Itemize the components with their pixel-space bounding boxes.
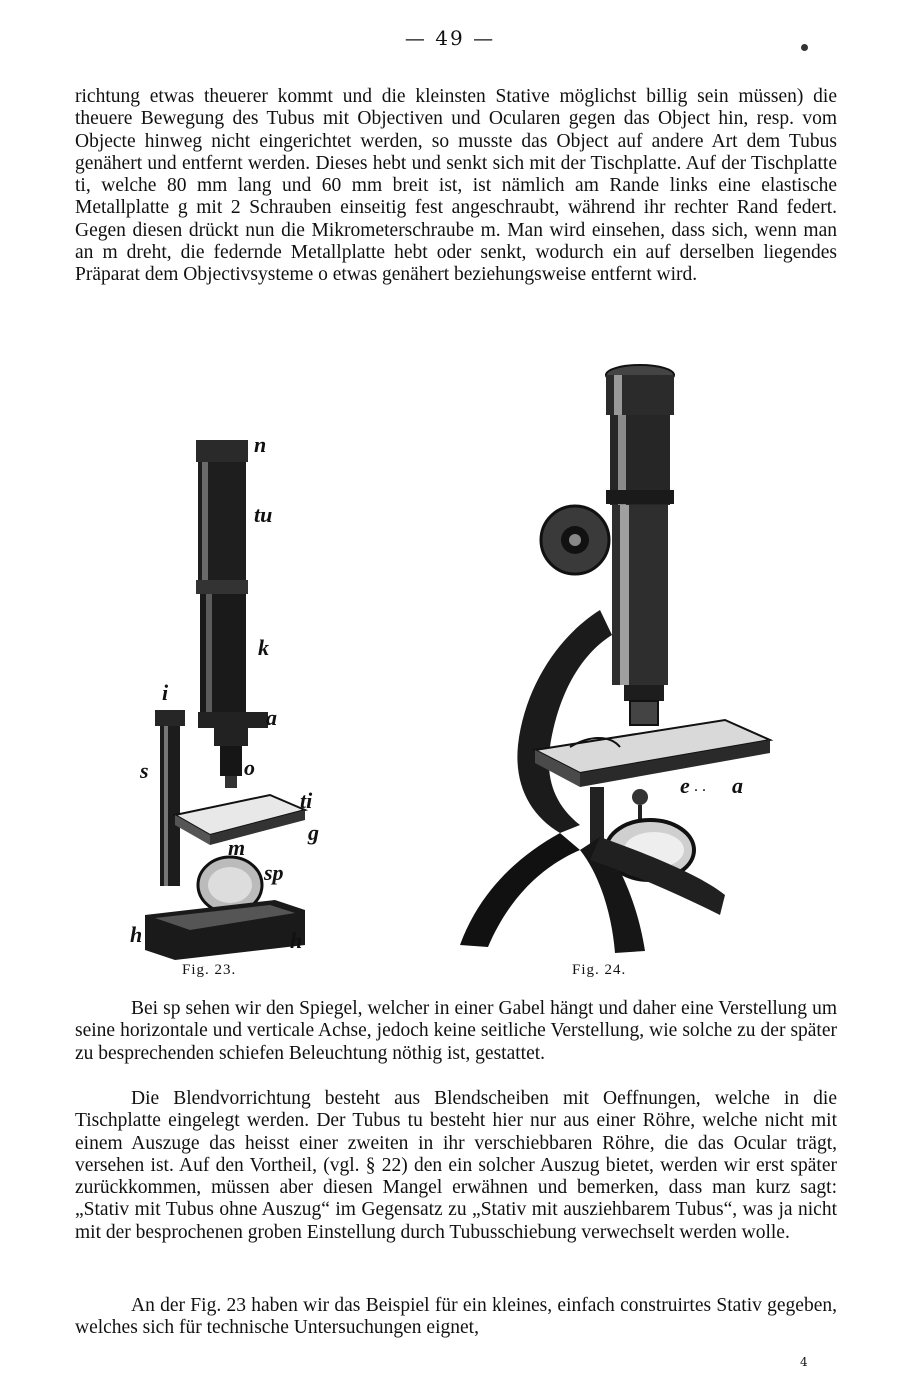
- label-k: k: [258, 635, 269, 660]
- label-e: e: [680, 773, 690, 798]
- label-sp: sp: [264, 860, 284, 885]
- page-number: — 49 —: [404, 26, 496, 50]
- footer-mark: 4: [800, 1355, 808, 1369]
- figure-24-microscope: [440, 355, 790, 955]
- label-tu: tu: [254, 502, 273, 527]
- label-h-left: h: [130, 922, 143, 947]
- paragraph-2: Bei sp sehen wir den Spiegel, welcher in einer Gabel hängt und daher eine Verstellung um seine horizontale und verticale Achse, jedoch keine seitliche Verstellung, wie solche zu der später zu besprechenden schiefen Beleuchtung nöthig ist, gestattet.: [75, 998, 837, 1064]
- label-g: g: [308, 820, 319, 845]
- paragraph-4: An der Fig. 23 haben wir das Beispiel für ein kleines, einfach construirtes Stativ gegeben, welches sich für technische Untersuchungen eignet,: [75, 1295, 837, 1339]
- ink-speck: [801, 44, 808, 51]
- paragraph-1: richtung etwas theuerer kommt und die kleinsten Stative möglichst billig sein müssen) die theuere Bewegung des Tubus mit Objectiven und Ocularen gegen das Object hin, resp. vom Objecte hinweg nicht eingerichtet werden, so musste das Object auf andere Art dem Tubus genähert und entfernt werden. Dieses hebt und senkt sich mit der Tischplatte. Auf der Tischplatte ti, welche 80 mm lang und 60 mm breit ist, ist nämlich am Rande links eine elastische Metallplatte g mit 2 Schrauben einseitig fest angeschraubt, während ihr rechter Rand federt. Gegen diesen drückt nun die Mikrometerschraube m. Man wird einsehen, dass sich, wenn man an m dreht, die federnde Metallplatte hebt oder senkt, wodurch ein auf derselben liegendes Präparat dem Objectivsysteme o etwas genähert beziehungsweise entfernt wird.: [75, 86, 837, 286]
- figure-23-microscope: [130, 430, 330, 960]
- label-h-right: h: [290, 928, 303, 953]
- figure-24-caption: Fig. 24.: [572, 962, 627, 978]
- label-a: a: [266, 705, 277, 730]
- label-s: s: [140, 758, 149, 783]
- label-n: n: [254, 432, 267, 457]
- label-m: m: [228, 835, 246, 860]
- label-o: o: [244, 755, 255, 780]
- label-a-fig24: a: [732, 773, 743, 798]
- figure-23-caption: Fig. 23.: [182, 962, 237, 978]
- paragraph-3: Die Blendvorrichtung besteht aus Blendscheiben mit Oeffnungen, welche in die Tischplatte eingelegt werden. Der Tubus tu besteht hier nur aus einer Röhre, welche nicht mit einem Auszuge das heisst einer zweiten in ihr verschiebbaren Röhre, die das Ocular trägt, versehen ist. Auf den Vortheil, (vgl. § 22) den ein solcher Auszug bietet, werden wir erst später zurückkommen, müssen aber diesen Mangel erwähnen und bemerken, dass man kurz sagt: „Stativ mit Tubus ohne Auszug“ im Gegensatz zu „Stativ mit ausziehbarem Tubus“, was ja nicht mit der besprochenen groben Einstellung durch Tubusschiebung verwechselt werden wolle.: [75, 1088, 837, 1243]
- svg-text:. .: . .: [694, 778, 706, 795]
- label-i: i: [162, 680, 169, 705]
- label-ti: ti: [300, 788, 313, 813]
